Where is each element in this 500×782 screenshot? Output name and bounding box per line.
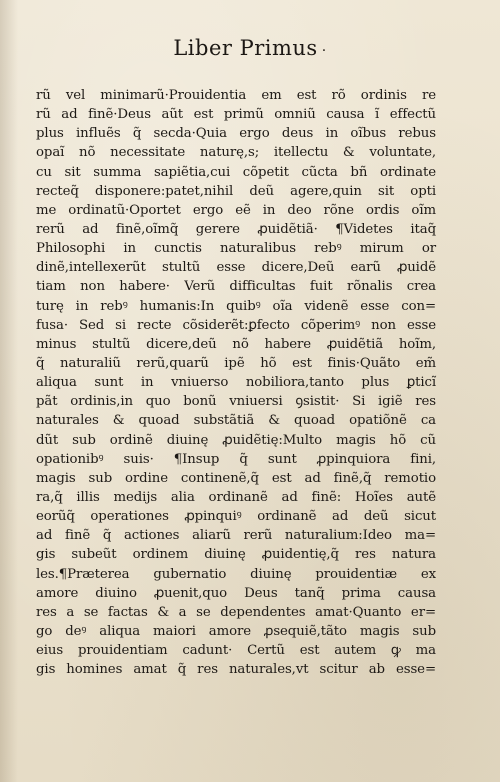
text-line-27: amore diuino ꝓuenit,quo Deus tanq̃ prima causa — [36, 585, 436, 601]
text-line-21: magis sub ordine continenẽ,q̃ est ad finẽ,q̃ remotio — [36, 470, 436, 486]
text-line-17: pãt ordinis,in quo bonũ vniuersi ꝯsistit· Si igiẽ res — [36, 394, 436, 410]
text-line-14: minus stultũ dicere,deũ nõ habere ꝓuidẽtiã hoĩm, — [36, 336, 436, 352]
running-head-title: Liber Primus — [173, 36, 318, 60]
text-line-8: rerũ ad finẽ,oĩmq̃ gerere ꝓuidẽtiã· ¶Videtes itaq̃ — [36, 221, 436, 237]
text-line-2: rũ ad finẽ·Deus aũt est primũ omniũ causa ĩ effectũ — [36, 107, 436, 123]
text-line-3: plus influẽs q̃ secda·Quia ergo deus in oĩbus rebus — [36, 126, 436, 142]
text-line-1: rũ vel minimarũ·Prouidentia em est rõ ordinis re — [36, 88, 436, 103]
text-line-29: go deꝰ aliqua maiori amore ꝓsequiẽ,tãto magis sub — [36, 623, 436, 639]
text-line-18: naturales & quoad substãtiã & quoad opatiõnẽ ca — [36, 413, 436, 429]
text-line-12: turę in rebꝰ humanis:In quibꝰ oĩa videnẽ esse con= — [36, 298, 436, 314]
text-line-9: Philosophi in cunctis naturalibus rebꝰ mirum or — [36, 241, 436, 257]
text-line-28: res a se factas & a se dependentes amat·Quanto er= — [36, 604, 436, 620]
text-line-11: tiam non habere· Verũ difficultas fuit rõnalis crea — [36, 279, 436, 295]
text-line-25: gis subeũt ordinem diuinę ꝓuidentię,q̃ res natura — [36, 547, 436, 563]
running-head-ornament: · — [321, 43, 327, 59]
page-gutter-shadow — [0, 0, 18, 782]
text-line-23: eorũq̃ operationes ꝓpinquiꝰ ordinanẽ ad deũ sicut — [36, 509, 436, 525]
text-line-7: me ordinatũ·Oportet ergo eẽ in deo rõne ordis oĩm — [36, 202, 436, 218]
text-line-13: fusa· Sed si recte cõsiderẽt:ꝑfecto cõperimꝰ non esse — [36, 317, 436, 333]
text-block — [36, 86, 436, 679]
text-line-19: dũt sub ordinẽ diuinę ꝓuidẽtię:Multo magis hõ cũ — [36, 432, 436, 448]
text-line-24: ad finẽ q̃ actiones aliarũ rerũ naturalium:Ideo ma= — [36, 528, 436, 544]
running-head — [0, 36, 500, 60]
text-line-15: q̃ naturaliũ rerũ,quarũ ipẽ hõ est finis·Quãto em̃ — [36, 355, 436, 371]
text-line-26: les.¶Præterea gubernatio diuinę prouidentiæ ex — [36, 566, 436, 582]
text-line-4: opaĩ nõ necessitate naturę,s; itellectu & voluntate, — [36, 145, 436, 161]
text-line-22: ra,q̃ illis medijs alia ordinanẽ ad finẽ: Hoĩes autẽ — [36, 489, 436, 505]
text-line-16: aliqua sunt in vniuerso nobiliora,tanto plus ꝑticĩ — [36, 375, 436, 391]
text-line-20: opationibꝰ suis· ¶Insup q̃ sunt ꝓpinquiora fini, — [36, 451, 436, 467]
text-line-6: recteq̃ disponere:patet,nihil deũ agere,quin sit opti — [36, 183, 436, 199]
text-line-10: dinẽ,intellexerũt stultũ esse dicere,Deũ earũ ꝓuidẽ — [36, 260, 436, 276]
text-line-5: cu sit summa sapiẽtia,cui cõpetit cũcta bñ ordinate — [36, 164, 436, 180]
text-line-31: gis homines amat q̃ res naturales,vt scitur ab esse= — [36, 662, 436, 678]
text-line-30: eius prouidentiam cadunt· Certũ est autem ꝙ ma — [36, 643, 436, 659]
